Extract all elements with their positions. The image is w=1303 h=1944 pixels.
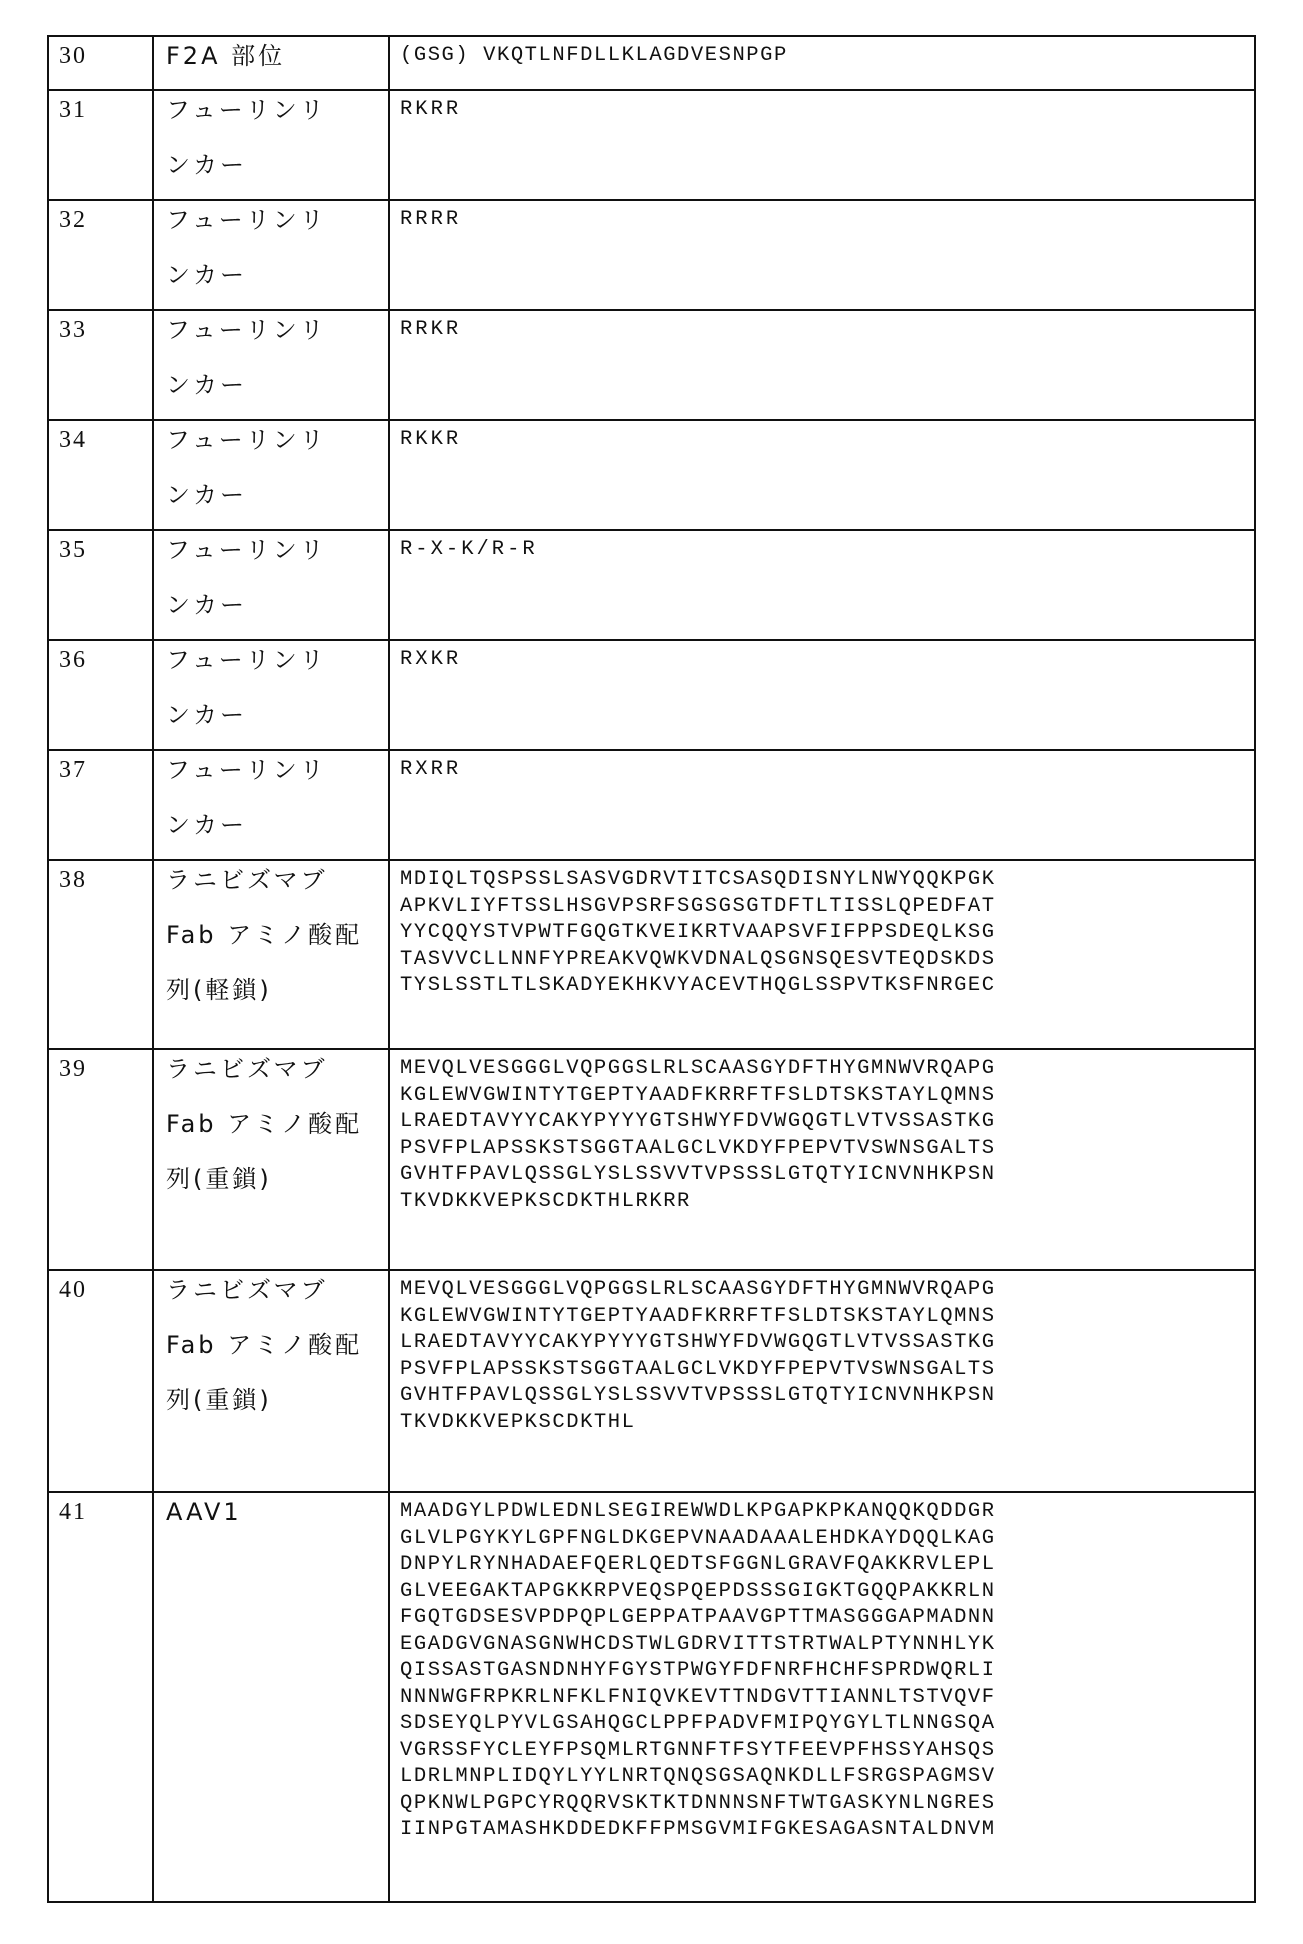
seq-id: 32 [59,207,87,233]
seq-id: 39 [59,1056,87,1082]
seq-id-cell [48,1492,153,1902]
seq-cell [389,1492,1255,1902]
table-row [48,1492,1255,1902]
seq-name: フューリンリ ンカー [166,646,327,729]
sequence: (GSG) VKQTLNFDLLKLAGDVESNPGP [400,44,788,67]
seq-id-cell [48,90,153,200]
seq-cell [389,750,1255,860]
seq-name-cell [153,200,389,310]
seq-name: フューリンリ ンカー [166,426,327,509]
seq-id-cell [48,310,153,420]
seq-name: F2A 部位 [166,42,286,70]
table-row [48,1270,1255,1492]
seq-id-cell [48,530,153,640]
seq-name-cell [153,310,389,420]
seq-name-cell [153,530,389,640]
seq-name-cell [153,1270,389,1492]
seq-id-cell [48,1049,153,1270]
seq-id-cell [48,420,153,530]
seq-id: 34 [59,427,87,453]
seq-id: 41 [59,1499,87,1525]
seq-id-cell [48,1270,153,1492]
seq-id: 30 [59,43,87,69]
seq-cell [389,640,1255,750]
seq-name: フューリンリ ンカー [166,536,327,619]
seq-cell [389,90,1255,200]
table-row [48,530,1255,640]
sequence: RXKR [400,648,462,671]
seq-name-cell [153,1492,389,1902]
sequence: RKKR [400,428,462,451]
sequence: R-X-K/R-R [400,538,538,561]
sequence: MAADGYLPDWLEDNLSEGIREWWDLKPGAPKPKANQQKQDDGR GLVLPGYKYLGPFNGLDKGEPVNAADAAALEHDKAYDQQLKAG DNPYLRYNHADAEFQERLQEDTSFGGNLGRAVFQAKKRVLEPL GLVEEGAKTAPGKKRPVEQSPQEPDSSSGIGKTGQQPAKKRLN FGQTGDSESVPDPQPLGEPPATPAAVGPTTMASGGGAPMADNN EGADGVGNASGNWHCDSTWLGDRVITTSTRTWALPTYNNHLYK QISSASTGASNDNHYFGYSTPWGYFDFNRFHCHFSPRDWQRLI NNNWGFRPKRLNFKLFNIQVKEVTTNDGVTTIANNLTSTVQVF SDSEYQLPYVLGSAHQGCLPPFPADVFMIPQYGYLTLNNGSQA VGRSSFYCLEYFPSQMLRTGNNFTFSYTFEEVPFHSSYAHSQS LDRLMNPLIDQYLYYLNRTQNQSGSAQNKDLLFSRGSPAGMSV QPKNWLPGPCYRQQRVSKTKTDNNNSNFTWTGASKYNLNGRES IINPGTAMASHKDDEDKFFPMSGVMIFGKESAGASNTALDNVM [400,1500,996,1841]
seq-id: 33 [59,317,87,343]
seq-cell [389,310,1255,420]
seq-name: AAV1 [166,1498,242,1526]
table-row [48,1049,1255,1270]
sequence-table [47,35,1256,1903]
seq-id: 31 [59,97,87,123]
seq-name: ラニビズマブ Fab アミノ酸配 列(軽鎖) [166,866,363,1004]
sequence: MDIQLTQSPSSLSASVGDRVTITCSASQDISNYLNWYQQKPGK APKVLIYFTSSLHSGVPSRFSGSGSGTDFTLTISSLQPEDFAT YYCQQYSTVPWTFGQGTKVEIKRTVAAPSVFIFPPSDEQLKSG TASVVCLLNNFYPREAKVQWKVDNALQSGNSQESVTEQDSKDS TYSLSSTLTLSKADYEKHKVYACEVTHQGLSSPVTKSFNRGEC [400,868,996,997]
seq-id-cell [48,200,153,310]
seq-id: 40 [59,1277,87,1303]
seq-cell [389,200,1255,310]
sequence: RRRR [400,208,462,231]
table-row [48,420,1255,530]
seq-name-cell [153,420,389,530]
table-row [48,640,1255,750]
seq-cell [389,420,1255,530]
seq-cell [389,1270,1255,1492]
seq-id: 38 [59,867,87,893]
seq-name: フューリンリ ンカー [166,96,327,179]
table-row [48,310,1255,420]
seq-id: 36 [59,647,87,673]
table-row [48,90,1255,200]
seq-name: ラニビズマブ Fab アミノ酸配 列(重鎖) [166,1276,363,1414]
seq-id: 37 [59,757,87,783]
sequence: RXRR [400,758,462,781]
seq-cell [389,860,1255,1049]
seq-name: フューリンリ ンカー [166,756,327,839]
seq-name-cell [153,860,389,1049]
sequence: MEVQLVESGGGLVQPGGSLRLSCAASGYDFTHYGMNWVRQAPG KGLEWVGWINTYTGEPTYAADFKRRFTFSLDTSKSTAYLQMNS LRAEDTAVYYCAKYPYYYGTSHWYFDVWGQGTLVTVSSASTKG PSVFPLAPSSKSTSGGTAALGCLVKDYFPEPVTVSWNSGALTS GVHTFPAVLQSSGLYSLSSVVTVPSSSLGTQTYICNVNHKPSN TKVDKKVEPKSCDKTHLRKRR [400,1057,996,1213]
seq-cell [389,530,1255,640]
table-row [48,860,1255,1049]
seq-name: フューリンリ ンカー [166,316,327,399]
table-row [48,200,1255,310]
seq-name-cell [153,750,389,860]
sequence: RKRR [400,98,462,121]
seq-id-cell [48,640,153,750]
seq-name: フューリンリ ンカー [166,206,327,289]
table-row [48,36,1255,90]
seq-id-cell [48,750,153,860]
seq-name-cell [153,90,389,200]
seq-id-cell [48,36,153,90]
seq-id: 35 [59,537,87,563]
sequence: MEVQLVESGGGLVQPGGSLRLSCAASGYDFTHYGMNWVRQAPG KGLEWVGWINTYTGEPTYAADFKRRFTFSLDTSKSTAYLQMNS LRAEDTAVYYCAKYPYYYGTSHWYFDVWGQGTLVTVSSASTKG PSVFPLAPSSKSTSGGTAALGCLVKDYFPEPVTVSWNSGALTS GVHTFPAVLQSSGLYSLSSVVTVPSSSLGTQTYICNVNHKPSN TKVDKKVEPKSCDKTHL [400,1278,996,1434]
seq-id-cell [48,860,153,1049]
seq-name-cell [153,1049,389,1270]
seq-name-cell [153,36,389,90]
seq-name: ラニビズマブ Fab アミノ酸配 列(重鎖) [166,1055,363,1193]
table-row [48,750,1255,860]
seq-cell [389,1049,1255,1270]
seq-cell [389,36,1255,90]
seq-name-cell [153,640,389,750]
sequence: RRKR [400,318,462,341]
